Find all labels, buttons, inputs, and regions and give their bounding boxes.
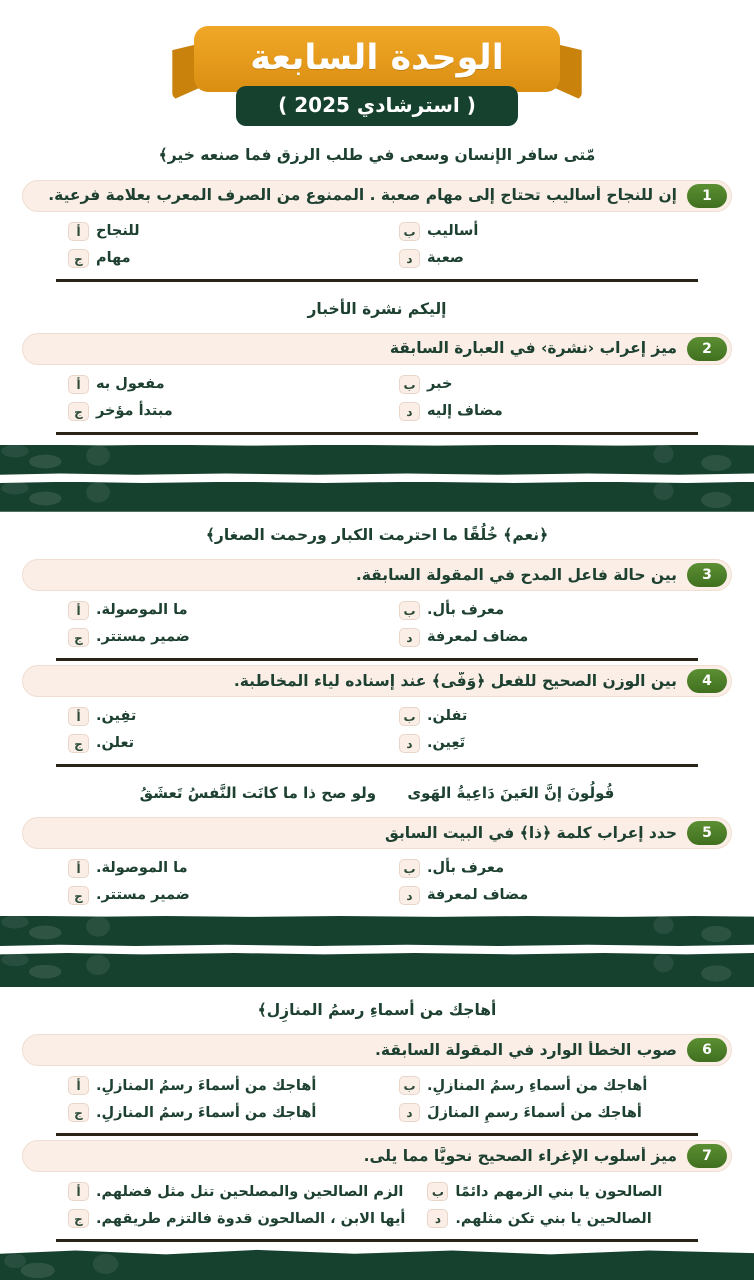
question-bar [22, 665, 732, 697]
section-3 [0, 987, 754, 1274]
option-a[interactable] [56, 1179, 405, 1204]
question-bar [22, 817, 732, 849]
option-badge: د [399, 402, 420, 421]
decorative-band-bottom [0, 482, 754, 512]
band-gap [0, 475, 754, 482]
option-c[interactable] [56, 1100, 377, 1125]
option-badge: أ [68, 1182, 89, 1201]
option-label: مبتدأ مؤخر [96, 403, 173, 420]
option-a[interactable] [56, 598, 377, 623]
option-badge: أ [68, 601, 89, 620]
option-badge: ج [68, 402, 89, 421]
question-2 [0, 333, 754, 435]
option-badge: د [399, 628, 420, 647]
option-badge: ج [68, 628, 89, 647]
option-label: أهاجك من أسماءَ رسمُ المنازلِ. [96, 1104, 317, 1121]
question-number: 3 [687, 563, 727, 587]
option-c[interactable] [56, 883, 377, 908]
question-3 [0, 559, 754, 661]
section-quote: مّتى سافر الإنسان وسعى في طلب الرزق فما صنعه خير﴾ [158, 146, 596, 165]
option-c[interactable] [56, 625, 377, 650]
options-grid [22, 697, 732, 758]
option-b[interactable] [377, 1073, 698, 1098]
question-text: ميز أسلوب الإغراء الصحيح نحويًّا مما يلى. [363, 1146, 677, 1165]
section-quote: أهاجك من أسماءِ رسمُ المنازِل﴾ [257, 1001, 497, 1019]
option-label: أساليب [427, 222, 479, 239]
option-divider [56, 658, 698, 661]
option-badge: ج [68, 886, 89, 905]
option-badge: د [399, 886, 420, 905]
option-badge: د [399, 249, 420, 268]
option-d[interactable] [405, 1206, 698, 1231]
option-label: صعبة [427, 249, 464, 266]
question-text: إن للنجاح أساليب تحتاج إلى مهام صعبة . الممنوع من الصرف المعرب بعلامة فرعية. [48, 186, 677, 205]
option-badge: ب [399, 375, 420, 394]
option-badge: ب [399, 222, 420, 241]
question-number: 2 [687, 337, 727, 361]
question-bar [22, 333, 732, 365]
option-label: مضاف لمعرفة [427, 629, 529, 646]
option-a[interactable] [56, 219, 377, 244]
question-number: 7 [687, 1144, 727, 1168]
option-label: الصالحين يا بني تكن مثلهم. [455, 1210, 652, 1227]
option-c[interactable] [56, 1206, 405, 1231]
option-badge: ب [399, 859, 420, 878]
page-header [0, 0, 754, 132]
option-divider [56, 1133, 698, 1136]
option-a[interactable] [56, 372, 377, 397]
option-a[interactable] [56, 704, 377, 729]
question-number: 5 [687, 821, 727, 845]
question-text: ميز إعراب ‹نشرة› في العبارة السابقة [389, 339, 677, 358]
unit-subtitle: ( استرشادي 2025 ) [236, 86, 518, 126]
option-d[interactable] [377, 731, 698, 756]
option-label: تعلن. [96, 735, 135, 752]
option-badge: ب [399, 1076, 420, 1095]
option-badge: ب [399, 707, 420, 726]
option-badge: ج [68, 1103, 89, 1122]
option-label: للنجاح [96, 222, 140, 239]
question-bar [22, 1034, 732, 1066]
decorative-band-bottom [0, 953, 754, 987]
option-label: أهاجك من أسماءَ رسمُ المنازلِ. [96, 1077, 317, 1094]
option-label: خبر [427, 376, 453, 393]
option-d[interactable] [377, 625, 698, 650]
section-1 [0, 132, 754, 445]
option-label: تفلن. [427, 708, 468, 725]
question-text: بين حالة فاعل المدح في المقولة السابقة. [355, 565, 677, 584]
option-b[interactable] [377, 704, 698, 729]
option-b[interactable] [377, 219, 698, 244]
poem-line: قُولُونَ إنَّ العَينَ دَاعِيةُ الهَوى ولو صح ذا ما كانَت النَّفسُ تَعشَقُ [139, 784, 615, 802]
option-divider [56, 1239, 698, 1242]
question-number: 1 [687, 184, 727, 208]
question-number: 4 [687, 669, 727, 693]
option-label: مهام [96, 249, 131, 266]
option-badge: ب [399, 601, 420, 620]
option-c[interactable] [56, 246, 377, 271]
option-label: مضاف إليه [427, 403, 503, 420]
option-divider [56, 764, 698, 767]
option-badge: د [399, 1103, 420, 1122]
unit-ribbon [194, 26, 559, 92]
options-grid [22, 1172, 732, 1233]
question-4 [0, 665, 754, 767]
question-5 [0, 817, 754, 910]
option-b[interactable] [405, 1179, 698, 1204]
question-text: حدد إعراب كلمة ﴿ذا﴾ في البيت السابق [385, 823, 677, 842]
option-label: مفعول به [96, 376, 165, 393]
option-d[interactable] [377, 1100, 698, 1125]
options-grid [22, 365, 732, 426]
option-badge: د [427, 1209, 448, 1228]
question-number: 6 [687, 1038, 727, 1062]
options-grid [22, 849, 732, 910]
option-badge: ج [68, 734, 89, 753]
option-label: أهاجك من أسماءَ رسمِ المنازلَ [427, 1104, 642, 1121]
option-c[interactable] [56, 731, 377, 756]
option-label: ضمير مستتر. [96, 887, 190, 904]
section-2 [0, 512, 754, 916]
question-bar [22, 180, 732, 212]
question-text: صوب الخطأ الوارد في المقولة السابقة. [375, 1040, 677, 1059]
option-label: الصالحون يا بني الزمهم دائمًا [455, 1183, 663, 1200]
option-label: معرف بأل. [427, 602, 505, 619]
option-divider [56, 432, 698, 435]
option-badge: د [399, 734, 420, 753]
option-d[interactable] [377, 399, 698, 424]
option-a[interactable] [56, 1073, 377, 1098]
option-label: أهاجك من أسماءِ رسمُ المنازلِ. [427, 1077, 648, 1094]
options-grid [22, 212, 732, 273]
option-d[interactable] [377, 246, 698, 271]
option-divider [56, 279, 698, 282]
option-label: معرف بأل. [427, 860, 505, 877]
option-badge: ب [427, 1182, 448, 1201]
section-quote: إليكم نشرة الأخبار [307, 299, 447, 318]
option-b[interactable] [377, 598, 698, 623]
option-badge: أ [68, 375, 89, 394]
question-text: بين الوزن الصحيح للفعل ﴿وَفَّى﴾ عند إسناده لياء المخاطبة. [233, 671, 677, 690]
option-label: مضاف لمعرفة [427, 887, 529, 904]
option-label: ما الموصولة. [96, 860, 188, 877]
options-grid [22, 591, 732, 652]
option-a[interactable] [56, 856, 377, 881]
section-quote: ﴿نعم﴾ خُلُقًا ما احترمت الكبار ورحمت الصغار﴾ [205, 525, 549, 544]
option-label: الزم الصالحين والمصلحين تنل مثل فضلهم. [96, 1183, 404, 1200]
option-badge: أ [68, 222, 89, 241]
options-grid [22, 1066, 732, 1127]
decorative-band-top [0, 445, 754, 475]
unit-title: الوحدة السابعة [194, 26, 559, 92]
option-badge: أ [68, 707, 89, 726]
decorative-band-top [0, 916, 754, 946]
option-badge: أ [68, 1076, 89, 1095]
question-bar [22, 559, 732, 591]
question-bar [22, 1140, 732, 1172]
option-badge: أ [68, 859, 89, 878]
question-1 [0, 180, 754, 282]
option-label: تَعِين. [427, 735, 466, 752]
option-badge: ج [68, 1209, 89, 1228]
option-label: ضمير مستتر. [96, 629, 190, 646]
option-d[interactable] [377, 883, 698, 908]
option-b[interactable] [377, 372, 698, 397]
option-c[interactable] [56, 399, 377, 424]
question-7 [0, 1140, 754, 1242]
option-label: أيها الابن ، الصالحون قدوة فالتزم طريقهم. [96, 1210, 406, 1227]
option-label: تفِين. [96, 708, 137, 725]
question-6 [0, 1034, 754, 1136]
option-badge: ج [68, 249, 89, 268]
option-label: ما الموصولة. [96, 602, 188, 619]
option-b[interactable] [377, 856, 698, 881]
band-gap [0, 946, 754, 953]
